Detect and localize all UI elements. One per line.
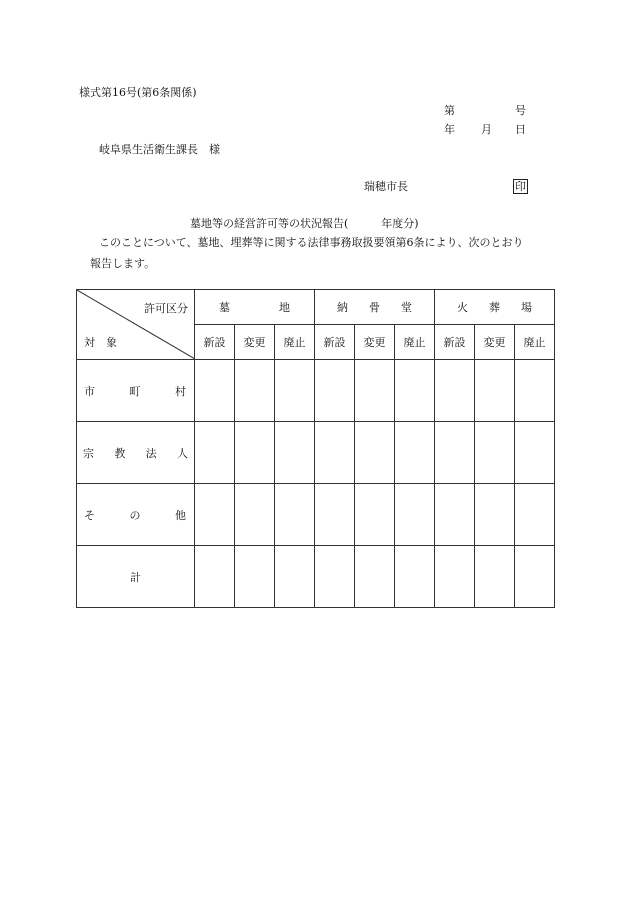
row-label-cell (77, 546, 195, 608)
data-cell (275, 484, 315, 546)
data-cell (315, 422, 355, 484)
data-cell (475, 360, 515, 422)
data-cell (235, 360, 275, 422)
group-header-cemetery (195, 290, 315, 325)
data-cell (395, 422, 435, 484)
data-cell (315, 546, 355, 608)
row-label-cell (77, 422, 195, 484)
target-label: 対 象 (84, 336, 117, 349)
data-cell (475, 484, 515, 546)
sub-header-change: 変更 (355, 325, 395, 360)
data-cell (315, 360, 355, 422)
data-cell (435, 546, 475, 608)
report-body-line-1: このことについて、墓地、埋葬等に関する法律事務取扱要領第6条により、次のとおり (99, 236, 524, 249)
addressee: 岐阜県生活衛生課長 様 (99, 143, 220, 156)
group-char: 納 (337, 301, 348, 314)
table-row-total (77, 546, 555, 608)
data-cell (235, 422, 275, 484)
corner-header-cell (77, 290, 195, 360)
data-cell (395, 546, 435, 608)
data-cell (435, 484, 475, 546)
data-cell (395, 360, 435, 422)
sub-header-change: 変更 (235, 325, 275, 360)
report-title: 墓地等の経営許可等の状況報告( 年度分) (190, 217, 419, 230)
group-char: 地 (279, 301, 290, 314)
group-char: 火 (457, 301, 468, 314)
group-char: 場 (521, 301, 532, 314)
sub-header-abolish: 廃止 (275, 325, 315, 360)
row-label-char: 他 (175, 508, 186, 522)
row-label-char: 村 (175, 384, 186, 398)
data-cell (475, 422, 515, 484)
row-label-char: 町 (129, 384, 141, 398)
data-cell (195, 546, 235, 608)
table-row-religious-corporation (77, 422, 555, 484)
data-cell (195, 484, 235, 546)
group-header-crematorium (435, 290, 555, 325)
row-label-char: 市 (84, 384, 95, 398)
row-label-char: 計 (130, 570, 141, 584)
data-cell (195, 360, 235, 422)
group-char: 骨 (369, 301, 380, 314)
sender: 瑞穂市長 (364, 180, 408, 193)
table-row-municipality (77, 360, 555, 422)
row-label-char: 教 (114, 446, 126, 460)
data-cell (235, 546, 275, 608)
row-label-char: 宗 (83, 446, 94, 460)
date-year-label: 年 (444, 123, 455, 136)
document-number-label: 第 (444, 104, 455, 117)
data-cell (515, 546, 555, 608)
sub-header-abolish: 廃止 (395, 325, 435, 360)
sub-header-change: 変更 (475, 325, 515, 360)
row-label-char: の (129, 508, 141, 522)
sub-header-new: 新設 (315, 325, 355, 360)
data-cell (475, 546, 515, 608)
data-cell (275, 422, 315, 484)
data-cell (235, 484, 275, 546)
data-cell (355, 360, 395, 422)
group-char: 堂 (401, 301, 412, 314)
data-cell (435, 360, 475, 422)
data-cell (275, 546, 315, 608)
row-label-cell (77, 360, 195, 422)
data-cell (275, 360, 315, 422)
row-label-char: 人 (176, 446, 188, 460)
group-char: 葬 (489, 301, 500, 314)
group-char: 墓 (219, 301, 230, 314)
data-cell (395, 484, 435, 546)
row-label-char: そ (84, 508, 95, 522)
data-cell (315, 484, 355, 546)
data-cell (515, 360, 555, 422)
data-cell (435, 422, 475, 484)
sub-header-new: 新設 (195, 325, 235, 360)
data-cell (515, 484, 555, 546)
date-day-label: 日 (515, 123, 526, 136)
permit-status-table (76, 289, 555, 608)
row-label-cell (77, 484, 195, 546)
sub-header-new: 新設 (435, 325, 475, 360)
data-cell (195, 422, 235, 484)
data-cell (355, 484, 395, 546)
permit-category-label: 許可区分 (144, 302, 188, 315)
form-number: 様式第16号(第6条関係) (79, 86, 197, 99)
sub-header-abolish: 廃止 (515, 325, 555, 360)
data-cell (355, 546, 395, 608)
data-cell (355, 422, 395, 484)
report-body-line-2: 報告します。 (90, 257, 156, 270)
table-row-other (77, 484, 555, 546)
data-cell (515, 422, 555, 484)
date-month-label: 月 (481, 123, 492, 136)
document-number-suffix: 号 (515, 104, 526, 117)
group-header-columbarium (315, 290, 435, 325)
row-label-char: 法 (145, 446, 157, 460)
seal-mark: 印 (515, 180, 526, 193)
